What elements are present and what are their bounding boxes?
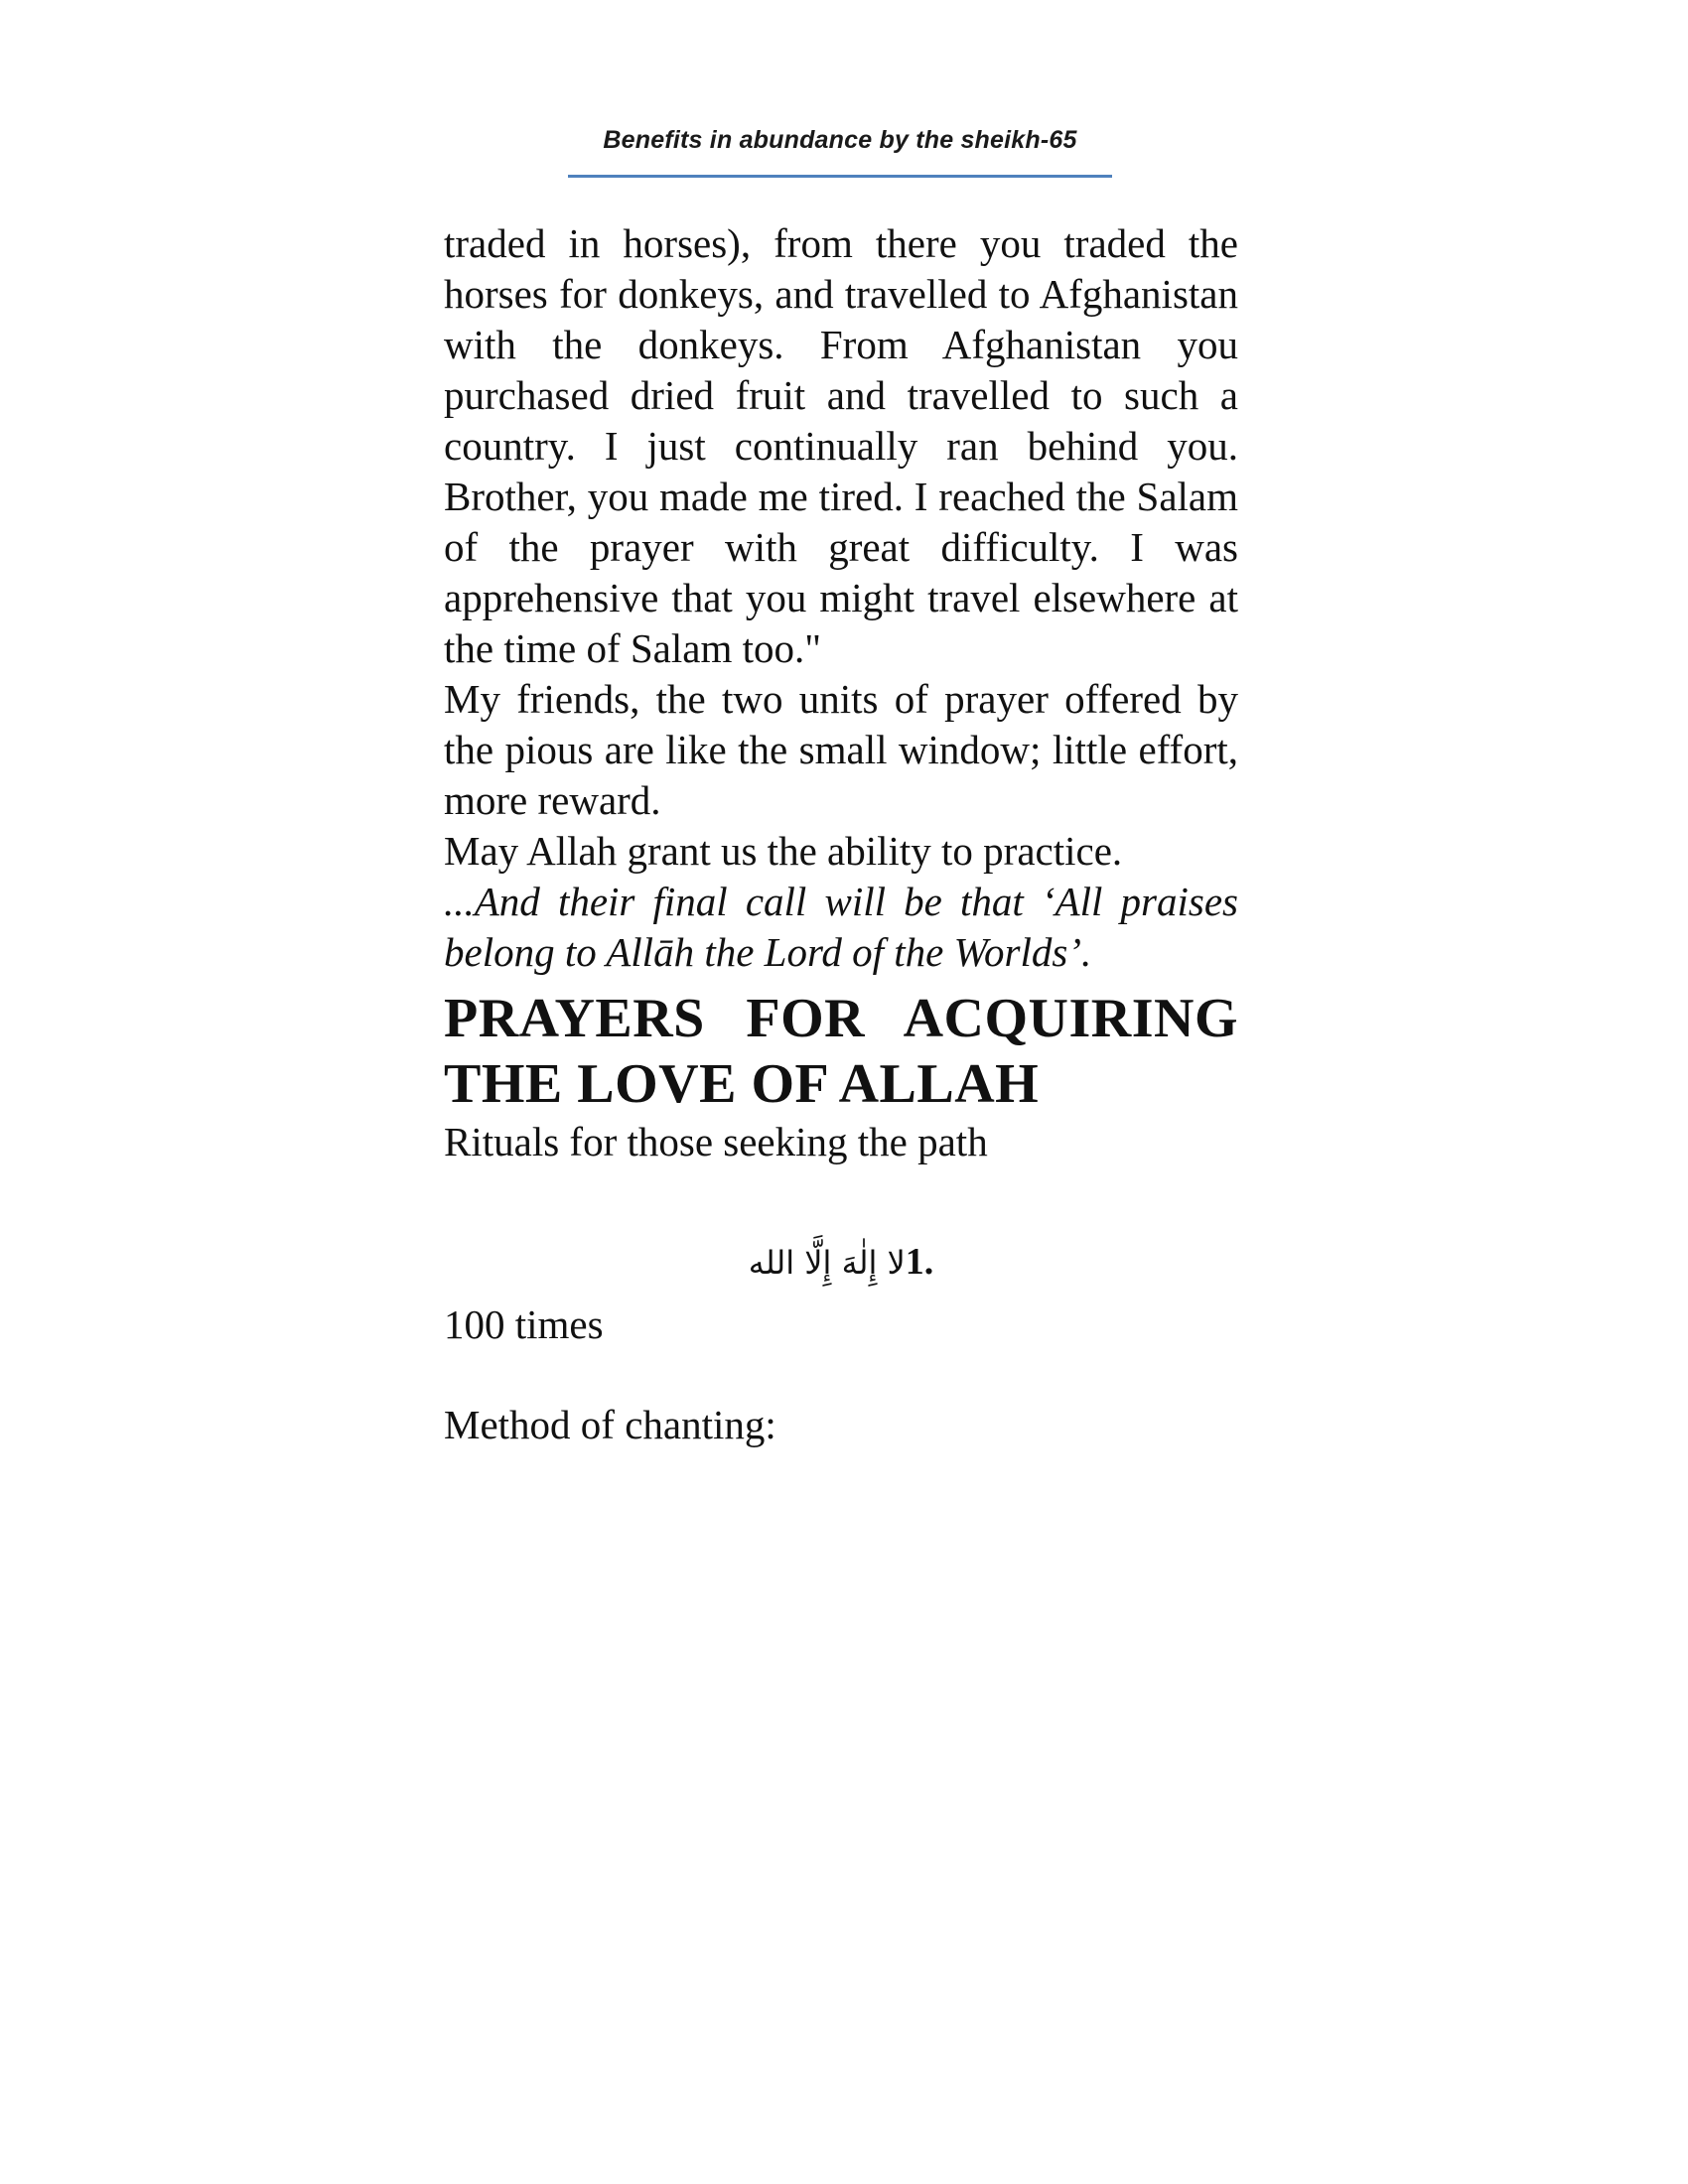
arabic-phrase: لا إِلٰهَ إِلَّا الله (748, 1244, 906, 1282)
repetition-count: 100 times (444, 1301, 604, 1347)
method-label: Method of chanting: (444, 1402, 776, 1447)
page-body (444, 218, 1238, 1450)
section-subtitle: Rituals for those seeking the path (444, 1119, 988, 1164)
item-number: 1. (905, 1241, 934, 1283)
paragraph-horses-journey: traded in horses), from there you traded the horses for donkeys, and travelled to Afghanistan with the donkeys. From Afghanistan you purchased dried fruit and travelled to such a country. I just continually ran behind you. Brother, you made me tired. I reached the Salam of the prayer with great difficulty. I was apprehensive that you might travel elsewhere at the time of Salam too." (444, 220, 1238, 671)
closing-verse: ...And their final call will be that ‘All praises belong to Allāh the Lord of the Worlds’. (444, 879, 1238, 975)
section-title: PRAYERS FOR ACQUIRING THE LOVE OF ALLAH (444, 988, 1238, 1115)
header-divider (568, 175, 1112, 178)
paragraph-two-units-prayer: My friends, the two units of prayer offered by the pious are like the small window; little effort, more reward. (444, 676, 1238, 823)
ritual-item-1 (444, 1237, 1238, 1288)
page-header (568, 123, 1112, 157)
paragraph-supplication: May Allah grant us the ability to practice. (444, 828, 1123, 874)
running-header-title: Benefits in abundance by the sheikh-65 (603, 126, 1077, 154)
